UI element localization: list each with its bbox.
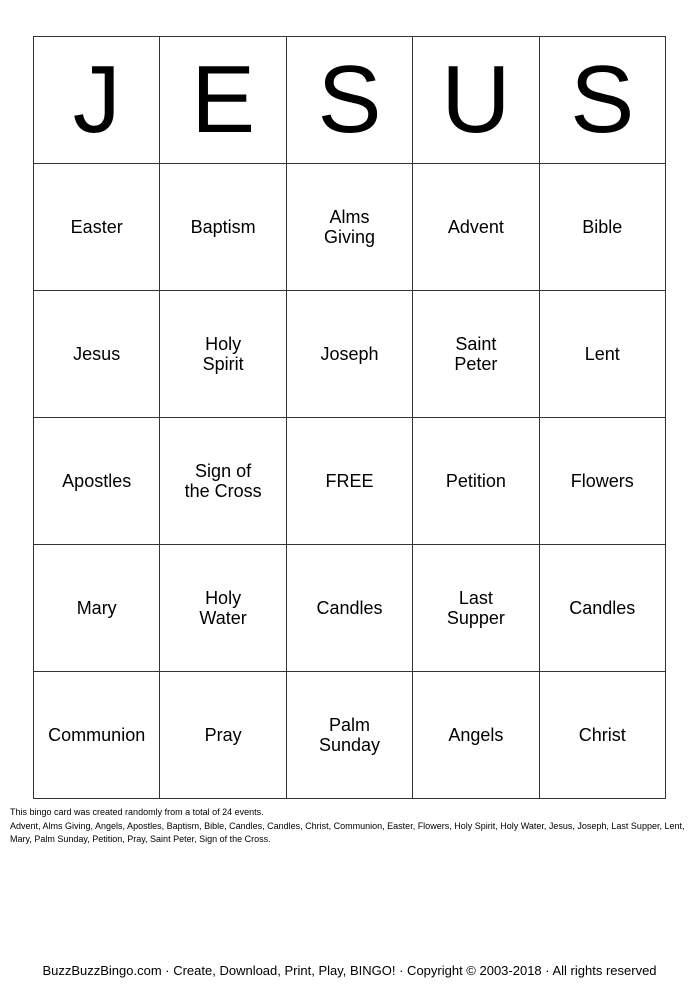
bingo-cell-label: Advent [447,217,504,237]
bingo-row [34,545,666,672]
page-footer: BuzzBuzzBingo.com · Create, Download, Print, Play, BINGO! · Copyright © 2003-2018 · All rights reserved [42,963,657,978]
card-info-summary: This bingo card was created randomly from a total of 24 events. [10,807,264,817]
bingo-row [34,164,666,291]
bingo-cell-label: Communion [48,725,146,745]
bingo-cell-label: Apostles [62,471,132,491]
bingo-cell-label: Baptism [190,217,256,237]
header-letter: E [160,37,286,164]
header-letter: U [413,37,539,164]
header-letter: S [286,37,412,164]
bingo-cell-label: Angels [448,725,504,745]
card-info-note [10,806,690,847]
bingo-cell-label: Candles [569,598,636,618]
bingo-cell-label: Saint Peter [454,334,498,374]
bingo-header-row [34,37,666,164]
bingo-cell-label: Last Supper [446,588,505,628]
bingo-cell [413,672,539,799]
bingo-cell [539,545,665,672]
bingo-cell [539,164,665,291]
bingo-cell-label: FREE [325,471,374,491]
bingo-row [34,672,666,799]
bingo-cell [286,291,412,418]
bingo-cell [160,672,286,799]
bingo-cell-label: Sign of the Cross [184,461,262,501]
bingo-cell [286,545,412,672]
bingo-row [34,291,666,418]
card-info-event-list: Advent, Alms Giving, Angels, Apostles, Baptism, Bible, Candles, Candles, Christ, Communion, Easter, Flowers, Holy Spirit, Holy Water, Jesus, Joseph, Last Supper, Lent, Mary, Palm Sunday, Petition, Pray, Saint Peter, Sign of the Cross. [10,820,685,844]
bingo-cell-label: Pray [204,725,242,745]
bingo-cell [160,164,286,291]
bingo-cell-label: Flowers [570,471,634,491]
bingo-cell-label: Mary [76,598,117,618]
bingo-cell [160,545,286,672]
bingo-cell [413,164,539,291]
bingo-cell [539,672,665,799]
bingo-cell [539,418,665,545]
bingo-cell-label: Candles [316,598,383,618]
bingo-cell-label: Holy Water [199,588,247,628]
bingo-cell [539,291,665,418]
bingo-row [34,418,666,545]
bingo-cell-label: Palm Sunday [318,715,380,755]
bingo-cell [413,291,539,418]
bingo-cell [34,418,160,545]
bingo-cell [34,164,160,291]
bingo-cell [34,291,160,418]
bingo-card [33,36,666,799]
bingo-cell-label: Christ [578,725,626,745]
bingo-cell-label: Jesus [73,344,121,364]
bingo-cell-label: Easter [70,217,123,237]
header-letter: S [539,37,665,164]
bingo-cell-label: Holy Spirit [202,334,244,374]
bingo-cell [34,672,160,799]
bingo-cell-label: Alms Giving [323,207,375,247]
bingo-cell [286,672,412,799]
bingo-cell [413,418,539,545]
bingo-cell [413,545,539,672]
bingo-cell-label: Bible [582,217,623,237]
bingo-cell-label: Joseph [320,344,379,364]
bingo-cell [160,418,286,545]
header-letter: J [34,37,160,164]
bingo-cell [286,164,412,291]
bingo-cell [34,545,160,672]
bingo-cell-label: Petition [445,471,506,491]
bingo-free-cell [286,418,412,545]
bingo-cell [160,291,286,418]
bingo-cell-label: Lent [584,344,620,364]
